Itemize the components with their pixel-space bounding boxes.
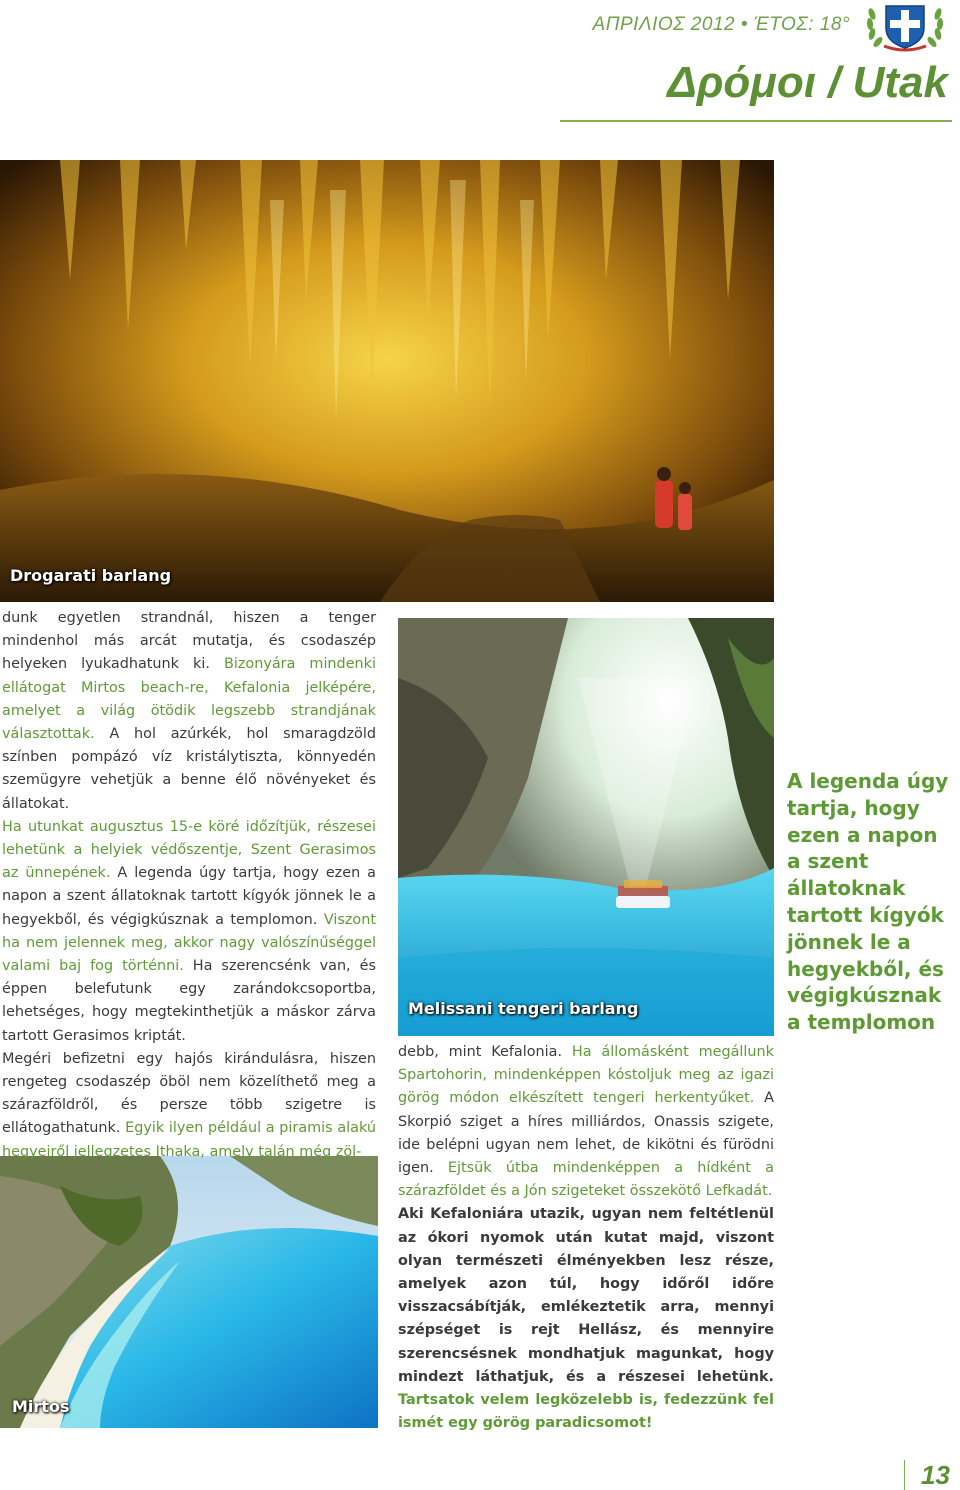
greek-emblem-logo [864,2,946,52]
middle-column-text [398,1041,774,1435]
left-p2-part-d: Ha szerencsénk van, és éppen belefutunk egy zarándokcsoportba, lehetséges, hogy megtekinthetjük a máskor zárva tartott Gerasimos kriptát. [2,958,376,1044]
page-number: 13 [904,1460,950,1490]
header-divider [560,120,952,122]
left-p2-part-c: Viszont ha nem jelennek meg, akkor nagy valószínűséggel valami baj fog történni. [2,911,376,975]
mirtos-beach-photo [0,1156,378,1428]
left-p3-part-b: Egyik ilyen például a piramis alakú hegyeiről jellegzetes Ithaka, amely talán még zöl- [2,1120,376,1160]
mirtos-caption: Mirtos [12,1397,70,1416]
left-p3-part-a: Megéri befizetni egy hajós kirándulásra, hiszen rengeteg csodaszép öböl nem közelíthető meg a szárazföldről, és persze több szigetre is ellátogathatunk. [2,1050,376,1137]
melissani-cave-photo [398,618,774,1036]
middle-paragraph-2 [398,1203,774,1435]
left-p1-part-b: Bizonyára mindenki ellátogat Mirtos beach-re, Kefalonia jelképére, amelyet a világ ötödik legszebb strandjának választottak. [2,656,376,743]
left-p1-part-c: A hol azúrkék, hol smaragdzöld színben pompázó víz kristálytiszta, könnyedén szemügyre vehetjük a benne élő növényeket és állatokat. [2,726,376,812]
drogarati-caption: Drogarati barlang [10,566,172,585]
left-p2-part-a: Ha utunkat augusztus 15-e köré időzítjük, részesei lehetünk a helyiek védőszentje, Szent Gerasimos az ünnepének. [2,818,376,882]
laurel-right-icon [926,7,944,48]
middle-paragraph-1 [398,1041,774,1203]
drogarati-cave-photo [0,160,774,602]
left-column-text [2,607,376,1164]
laurel-left-icon [866,7,884,48]
middle-p1-part-a: debb, mint Kefalonia. [398,1044,572,1060]
middle-p2-closing: Tartsatok velem legközelebb is, fedezzünk fel ismét egy görög paradicsomot! [398,1392,774,1432]
left-paragraph-1 [2,607,376,816]
left-paragraph-2 [2,816,376,1048]
left-paragraph-3 [2,1048,376,1164]
issue-date: ΑΠΡΙΛΙΟΣ 2012 • ΈΤΟΣ: 18° [592,14,850,35]
section-title: Δρόμοι / Utak [667,58,948,107]
melissani-caption: Melissani tengeri barlang [408,999,639,1018]
pull-quote: A legenda úgy tartja, hogy ezen a napon a szent állatoknak tartott kígyók jönnek le a hegyekből, és végigkúsznak a templomon [787,769,949,1035]
left-p2-part-b: A legenda úgy tartja, hogy ezen a napon a szent állatoknak tartott kígyók jönnek le a hegyekből, és végigkúsznak a templomon. [2,865,376,928]
middle-p1-part-d: Ejtsük útba mindenképpen a hídként a szárazföldet és a Jón szigeteket összekötő Lefkadát. [398,1160,774,1200]
left-p1-part-a: dunk egyetlen strandnál, hiszen a tenger mindenhol más arcát mutatja, és csodaszép helyeken lyukadhatunk ki. [2,610,376,673]
middle-p2-main: Aki Kefaloniára utazik, ugyan nem feltétlenül az ókori nyomok után kutat majd, viszont olyan természeti élményekben lesz része, amelyek azon túl, hogy időről időre visszacsábítják, emlékeztetik arra, mennyi szépséget is rejt Hellász, és mennyire szerencsésnek mondhatjuk magunkat, hogy mindezt láthatjuk, és a részesei lehetünk. [398,1206,774,1385]
middle-p1-part-b: Ha állomásként megállunk Spartohorin, mindenképpen kóstoljuk meg az igazi görög módon elkészített tengeri herkentyűket. [398,1044,775,1107]
middle-p1-part-c: A Skorpió sziget a híres milliárdos, Onassis szigete, ide belépni ugyan nem lehet, de kikötni és fürödni igen. [398,1090,774,1177]
